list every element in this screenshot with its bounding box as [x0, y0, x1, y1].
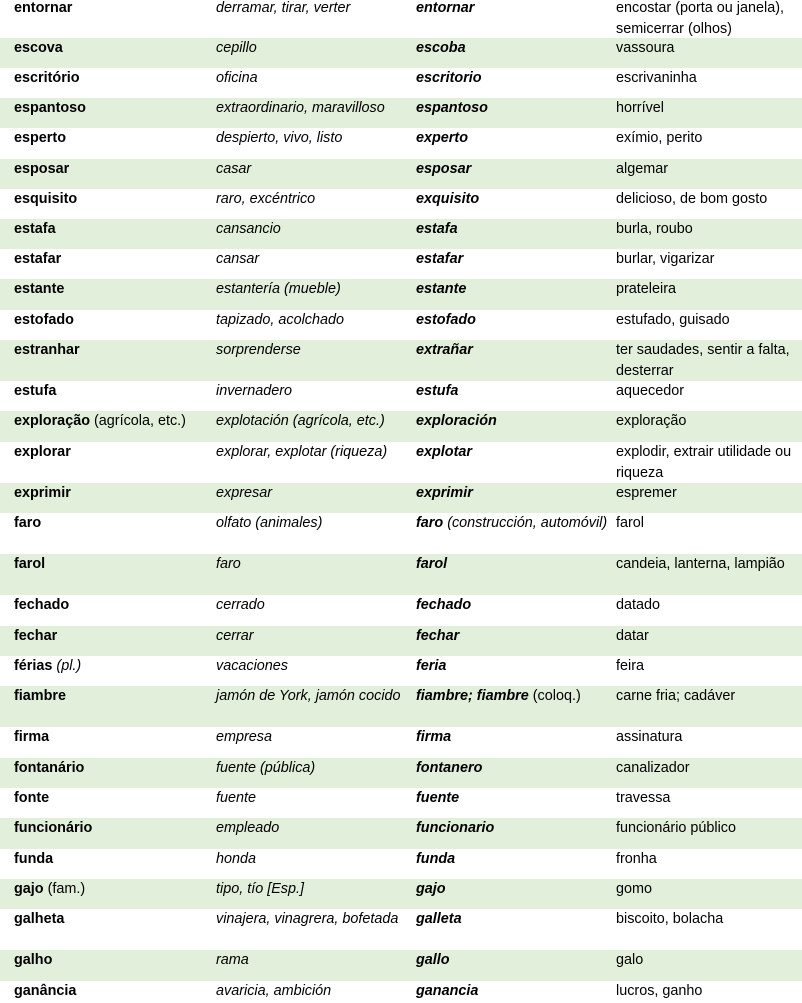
spanish-false-friend: estofado — [416, 312, 476, 328]
spanish-equivalent: avaricia, ambición — [216, 983, 332, 999]
spanish-equivalent: expresar — [216, 485, 272, 501]
spanish-equivalent: cepillo — [216, 40, 257, 56]
spanish-equivalent: sorprenderse — [216, 342, 301, 358]
spanish-false-friend: estafa — [416, 221, 458, 237]
table-row — [0, 626, 802, 656]
table-row — [0, 189, 802, 219]
spanish-equivalent: estantería (mueble) — [216, 281, 341, 297]
spanish-equivalent: faro — [216, 556, 241, 572]
table-row — [0, 249, 802, 279]
portuguese-meaning: estufado, guisado — [616, 312, 730, 328]
table-row — [0, 0, 802, 38]
portuguese-term: funcionário — [14, 820, 93, 836]
portuguese-meaning: carne fria; cadáver — [616, 688, 736, 704]
table-row — [0, 159, 802, 189]
spanish-false-friend: gajo — [416, 881, 446, 897]
portuguese-meaning: assinatura — [616, 729, 683, 745]
portuguese-meaning: delicioso, de bom gosto — [616, 191, 768, 207]
portuguese-meaning: aquecedor — [616, 383, 685, 399]
table-row — [0, 442, 802, 483]
spanish-false-friend: gallo — [416, 952, 450, 968]
portuguese-meaning: horrível — [616, 100, 664, 116]
portuguese-meaning: fronha — [616, 851, 657, 867]
spanish-equivalent: vacaciones — [216, 658, 288, 674]
portuguese-term: esquisito — [14, 191, 78, 207]
portuguese-meaning: travessa — [616, 790, 671, 806]
spanish-equivalent: empleado — [216, 820, 280, 836]
spanish-false-friend: entornar — [416, 0, 475, 16]
portuguese-term: ganância — [14, 983, 77, 999]
portuguese-meaning: exímio, perito — [616, 130, 703, 146]
table-row — [0, 818, 802, 849]
spanish-equivalent: fuente (pública) — [216, 760, 316, 776]
table-row — [0, 310, 802, 340]
spanish-equivalent: tipo, tío [Esp.] — [216, 881, 304, 897]
portuguese-term: galho — [14, 952, 53, 968]
portuguese-meaning: datar — [616, 628, 649, 644]
table-row — [0, 595, 802, 626]
table-row — [0, 219, 802, 249]
portuguese-meaning: funcionário público — [616, 820, 737, 836]
spanish-equivalent: olfato (animales) — [216, 515, 323, 531]
spanish-equivalent: fuente — [216, 790, 257, 806]
spanish-false-friend: escoba — [416, 40, 466, 56]
portuguese-term: fechado — [14, 597, 70, 613]
portuguese-meaning: prateleira — [616, 281, 676, 297]
portuguese-meaning: lucros, ganho — [616, 983, 703, 999]
portuguese-term: fontanário — [14, 760, 85, 776]
table-row — [0, 909, 802, 950]
spanish-equivalent: explotación (agrícola, etc.) — [216, 413, 385, 429]
spanish-false-friend: funcionario — [416, 820, 495, 836]
spanish-equivalent: oficina — [216, 70, 258, 86]
table-row — [0, 981, 802, 1003]
spanish-equivalent: cansancio — [216, 221, 281, 237]
spanish-false-friend: funda — [416, 851, 456, 867]
portuguese-term: galheta — [14, 911, 65, 927]
spanish-false-friend: espantoso — [416, 100, 488, 116]
portuguese-meaning: burlar, vigarizar — [616, 251, 715, 267]
portuguese-term: firma — [14, 729, 50, 745]
spanish-false-friend: esposar — [416, 161, 472, 177]
spanish-false-friend: fontanero — [416, 760, 483, 776]
table-row — [0, 879, 802, 909]
table-row — [0, 483, 802, 513]
spanish-equivalent: rama — [216, 952, 249, 968]
portuguese-meaning: galo — [616, 952, 644, 968]
spanish-equivalent: cerrado — [216, 597, 265, 613]
table-row — [0, 98, 802, 128]
spanish-false-friend: feria — [416, 658, 447, 674]
table-row — [0, 279, 802, 310]
portuguese-term: férias (pl.) — [14, 658, 82, 674]
portuguese-term: gajo (fam.) — [14, 881, 86, 897]
spanish-false-friend: firma — [416, 729, 452, 745]
false-friend-note: (coloq.) — [532, 688, 581, 704]
spanish-false-friend: galleta — [416, 911, 462, 927]
portuguese-term: fonte — [14, 790, 50, 806]
spanish-false-friend: farol — [416, 556, 448, 572]
spanish-false-friend: fuente — [416, 790, 460, 806]
spanish-equivalent: honda — [216, 851, 257, 867]
term-note: (fam.) — [47, 881, 86, 897]
spanish-false-friend: exploración — [416, 413, 497, 429]
term-note: (pl.) — [56, 658, 82, 674]
portuguese-meaning: farol — [616, 515, 644, 531]
table-row — [0, 554, 802, 595]
portuguese-term: entornar — [14, 0, 73, 16]
table-row — [0, 68, 802, 98]
portuguese-term: explorar — [14, 444, 71, 460]
spanish-false-friend: experto — [416, 130, 468, 146]
portuguese-meaning: explodir, extrair utilidade ou riqueza — [616, 444, 792, 481]
portuguese-term: esperto — [14, 130, 66, 146]
spanish-false-friend: explotar — [416, 444, 472, 460]
table-row — [0, 950, 802, 981]
table-row — [0, 38, 802, 68]
portuguese-meaning: escrivaninha — [616, 70, 697, 86]
spanish-false-friend: exprimir — [416, 485, 473, 501]
portuguese-meaning: feira — [616, 658, 644, 674]
portuguese-term: estante — [14, 281, 65, 297]
portuguese-term: esposar — [14, 161, 70, 177]
table-row — [0, 128, 802, 159]
spanish-equivalent: invernadero — [216, 383, 293, 399]
portuguese-meaning: canalizador — [616, 760, 690, 776]
portuguese-term: estafa — [14, 221, 56, 237]
portuguese-meaning: algemar — [616, 161, 668, 177]
spanish-false-friend: exquisito — [416, 191, 480, 207]
spanish-false-friend: fiambre; fiambre (coloq.) — [416, 688, 581, 704]
spanish-false-friend: ganancia — [416, 983, 479, 999]
spanish-false-friend: extrañar — [416, 342, 473, 358]
spanish-false-friend: escritorio — [416, 70, 482, 86]
portuguese-term: espantoso — [14, 100, 86, 116]
portuguese-meaning: burla, roubo — [616, 221, 693, 237]
table-row — [0, 381, 802, 411]
portuguese-term: estufa — [14, 383, 57, 399]
table-row — [0, 340, 802, 381]
spanish-equivalent: despierto, vivo, listo — [216, 130, 343, 146]
spanish-equivalent: empresa — [216, 729, 272, 745]
spanish-false-friend: estufa — [416, 383, 459, 399]
portuguese-term: escova — [14, 40, 63, 56]
table-row — [0, 686, 802, 727]
spanish-equivalent: raro, excéntrico — [216, 191, 316, 207]
portuguese-term: estafar — [14, 251, 62, 267]
spanish-false-friend: fechado — [416, 597, 472, 613]
portuguese-meaning: candeia, lanterna, lampião — [616, 556, 785, 572]
table-row — [0, 727, 802, 758]
portuguese-term: estranhar — [14, 342, 80, 358]
spanish-equivalent: extraordinario, maravilloso — [216, 100, 385, 116]
portuguese-meaning: gomo — [616, 881, 652, 897]
portuguese-term: exprimir — [14, 485, 71, 501]
portuguese-term: estofado — [14, 312, 74, 328]
portuguese-meaning: datado — [616, 597, 661, 613]
spanish-false-friend: fechar — [416, 628, 460, 644]
portuguese-meaning: vassoura — [616, 40, 675, 56]
portuguese-meaning: biscoito, bolacha — [616, 911, 724, 927]
spanish-equivalent: jamón de York, jamón cocido — [216, 688, 401, 704]
table-row — [0, 788, 802, 818]
spanish-equivalent: vinajera, vinagrera, bofetada — [216, 911, 399, 927]
spanish-equivalent: cerrar — [216, 628, 254, 644]
portuguese-term: exploração (agrícola, etc.) — [14, 413, 186, 429]
portuguese-term: fechar — [14, 628, 58, 644]
spanish-equivalent: casar — [216, 161, 252, 177]
portuguese-meaning: ter saudades, sentir a falta, desterrar — [616, 342, 790, 379]
portuguese-meaning: espremer — [616, 485, 677, 501]
portuguese-term: farol — [14, 556, 46, 572]
spanish-equivalent: tapizado, acolchado — [216, 312, 345, 328]
spanish-false-friend: estante — [416, 281, 467, 297]
term-note: (agrícola, etc.) — [94, 413, 186, 429]
portuguese-term: faro — [14, 515, 42, 531]
portuguese-term: fiambre — [14, 688, 66, 704]
portuguese-meaning: encostar (porta ou janela), semicerrar (olhos) — [616, 0, 784, 37]
spanish-false-friend: estafar — [416, 251, 464, 267]
table-row — [0, 411, 802, 442]
table-row — [0, 849, 802, 879]
portuguese-meaning: exploração — [616, 413, 687, 429]
portuguese-term: funda — [14, 851, 54, 867]
false-friend-note: (construcción, automóvil) — [447, 515, 608, 531]
spanish-false-friend: faro (construcción, automóvil) — [416, 515, 608, 531]
table-row — [0, 656, 802, 686]
table-row — [0, 513, 802, 554]
spanish-equivalent: derramar, tirar, verter — [216, 0, 351, 16]
spanish-equivalent: explorar, explotar (riqueza) — [216, 444, 388, 460]
table-row — [0, 758, 802, 788]
portuguese-term: escritório — [14, 70, 80, 86]
spanish-equivalent: cansar — [216, 251, 260, 267]
